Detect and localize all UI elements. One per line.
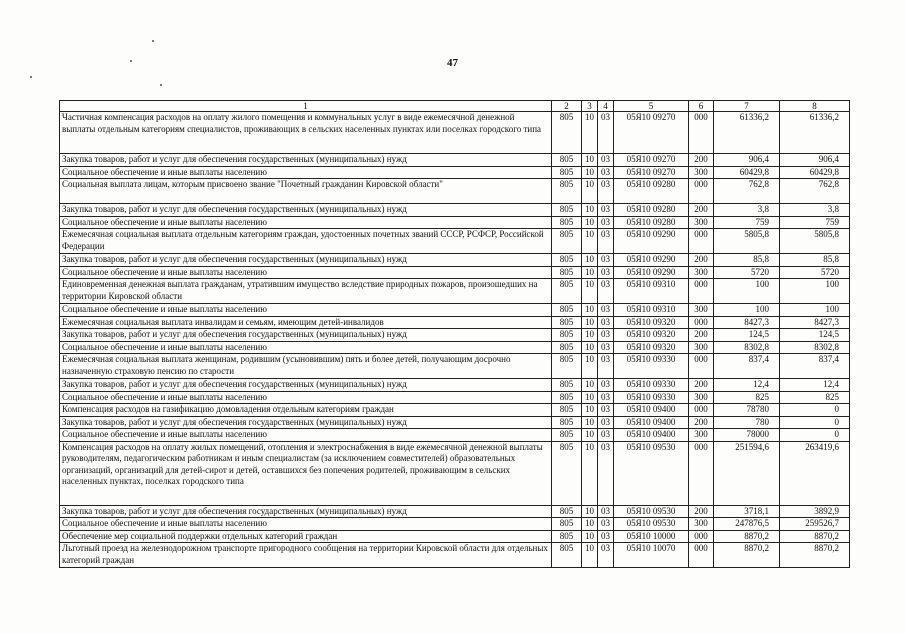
row-col5-cell: 05Я10 09290	[614, 266, 689, 279]
table-row	[60, 304, 850, 317]
row-col3-cell: 10	[582, 354, 598, 379]
row-col7-cell: 8427,3	[714, 316, 780, 329]
table-row	[60, 279, 850, 304]
row-col7-cell: 78000	[714, 429, 780, 442]
header-cell: 4	[598, 101, 614, 112]
row-col8-cell: 8302,8	[780, 341, 850, 354]
row-col7-cell: 906,4	[714, 154, 780, 167]
row-col6-cell: 000	[689, 441, 714, 505]
row-col2-cell: 805	[552, 266, 582, 279]
row-col7-cell: 78780	[714, 404, 780, 417]
table-row	[60, 254, 850, 267]
row-col2-cell: 805	[552, 416, 582, 429]
row-col7-cell: 100	[714, 304, 780, 317]
row-name-cell: Социальное обеспечение и иные выплаты населению	[60, 304, 552, 317]
row-col5-cell: 05Я10 09530	[614, 441, 689, 505]
row-col5-cell: 05Я10 10070	[614, 543, 689, 568]
row-col5-cell: 05Я10 09330	[614, 391, 689, 404]
row-col8-cell: 906,4	[780, 154, 850, 167]
row-col6-cell: 000	[689, 229, 714, 254]
row-col4-cell: 03	[598, 505, 614, 518]
table-row	[60, 404, 850, 417]
row-col8-cell: 3892,9	[780, 505, 850, 518]
row-col6-cell: 000	[689, 543, 714, 568]
row-col3-cell: 10	[582, 416, 598, 429]
row-col8-cell: 837,4	[780, 354, 850, 379]
row-col4-cell: 03	[598, 304, 614, 317]
header-cell: 7	[714, 101, 780, 112]
row-col4-cell: 03	[598, 166, 614, 179]
row-name-cell: Обеспечение мер социальной поддержки отдельных категорий граждан	[60, 530, 552, 543]
table-row	[60, 505, 850, 518]
row-name-cell: Социальное обеспечение и иные выплаты населению	[60, 391, 552, 404]
row-col3-cell: 10	[582, 329, 598, 342]
scan-speck	[30, 76, 32, 78]
row-name-cell: Единовременная денежная выплата гражданам, утратившим имущество вследствие природных пожаров, произошедших на территории Кировской области	[60, 279, 552, 304]
scan-speck	[152, 40, 154, 42]
row-col3-cell: 10	[582, 216, 598, 229]
row-col2-cell: 805	[552, 354, 582, 379]
row-col4-cell: 03	[598, 391, 614, 404]
row-col2-cell: 805	[552, 391, 582, 404]
scan-speck	[130, 60, 132, 62]
row-col5-cell: 05Я10 10000	[614, 530, 689, 543]
row-col7-cell: 5805,8	[714, 229, 780, 254]
row-col8-cell: 759	[780, 216, 850, 229]
table-row	[60, 518, 850, 531]
table-row	[60, 154, 850, 167]
row-col3-cell: 10	[582, 254, 598, 267]
row-col8-cell: 5720	[780, 266, 850, 279]
row-col4-cell: 03	[598, 266, 614, 279]
row-col8-cell: 0	[780, 416, 850, 429]
row-col4-cell: 03	[598, 229, 614, 254]
table-row	[60, 416, 850, 429]
table-row	[60, 229, 850, 254]
row-col6-cell: 300	[689, 391, 714, 404]
table-row	[60, 329, 850, 342]
row-col5-cell: 05Я10 09290	[614, 254, 689, 267]
row-name-cell: Компенсация расходов на оплату жилых помещений, отопления и электроснабжения в виде ежемесячной денежной выплаты руководителям, педагогическим работникам и иным специалистам (за исключением совместителей) образовательных организаций, организаций для детей-сирот и детей, оставшихся без попечения родителей, проживающим в сельских населенных пунктах, поселках городского типа	[60, 441, 552, 505]
row-col4-cell: 03	[598, 254, 614, 267]
row-col6-cell: 300	[689, 216, 714, 229]
header-row	[60, 101, 850, 112]
scan-speck	[160, 84, 162, 86]
row-name-cell: Закупка товаров, работ и услуг для обеспечения государственных (муниципальных) нужд	[60, 154, 552, 167]
row-name-cell: Ежемесячная социальная выплата отдельным категориям граждан, удостоенных почетных званий СССР, РСФСР, Российской Федерации	[60, 229, 552, 254]
row-col5-cell: 05Я10 09270	[614, 154, 689, 167]
row-col8-cell: 259526,7	[780, 518, 850, 531]
row-col2-cell: 805	[552, 179, 582, 204]
row-col5-cell: 05Я10 09310	[614, 279, 689, 304]
table-row	[60, 379, 850, 392]
row-name-cell: Социальное обеспечение и иные выплаты населению	[60, 166, 552, 179]
row-col2-cell: 805	[552, 341, 582, 354]
row-col4-cell: 03	[598, 279, 614, 304]
row-col4-cell: 03	[598, 441, 614, 505]
page-number: 47	[447, 57, 458, 69]
table-row	[60, 112, 850, 154]
row-col3-cell: 10	[582, 441, 598, 505]
row-col6-cell: 000	[689, 316, 714, 329]
row-col2-cell: 805	[552, 166, 582, 179]
row-col8-cell: 8870,2	[780, 530, 850, 543]
row-col5-cell: 05Я10 09530	[614, 518, 689, 531]
row-col7-cell: 8302,8	[714, 341, 780, 354]
row-col8-cell: 0	[780, 404, 850, 417]
row-col2-cell: 805	[552, 505, 582, 518]
row-col7-cell: 12,4	[714, 379, 780, 392]
row-col5-cell: 05Я10 09400	[614, 429, 689, 442]
row-col7-cell: 3,8	[714, 204, 780, 217]
row-col8-cell: 61336,2	[780, 112, 850, 154]
row-name-cell: Закупка товаров, работ и услуг для обеспечения государственных (муниципальных) нужд	[60, 329, 552, 342]
row-col5-cell: 05Я10 09310	[614, 304, 689, 317]
row-col6-cell: 300	[689, 518, 714, 531]
row-col3-cell: 10	[582, 304, 598, 317]
row-name-cell: Ежемесячная социальная выплата инвалидам и семьям, имеющим детей-инвалидов	[60, 316, 552, 329]
row-col8-cell: 60429,8	[780, 166, 850, 179]
row-col4-cell: 03	[598, 341, 614, 354]
row-col5-cell: 05Я10 09320	[614, 329, 689, 342]
header-cell: 8	[780, 101, 850, 112]
table-row	[60, 354, 850, 379]
header-cell: 2	[552, 101, 582, 112]
row-col2-cell: 805	[552, 316, 582, 329]
row-col6-cell: 200	[689, 416, 714, 429]
row-col4-cell: 03	[598, 154, 614, 167]
row-col4-cell: 03	[598, 204, 614, 217]
row-col6-cell: 000	[689, 112, 714, 154]
budget-table	[59, 100, 850, 568]
row-col8-cell: 124,5	[780, 329, 850, 342]
row-col2-cell: 805	[552, 304, 582, 317]
row-name-cell: Закупка товаров, работ и услуг для обеспечения государственных (муниципальных) нужд	[60, 204, 552, 217]
row-name-cell: Закупка товаров, работ и услуг для обеспечения государственных (муниципальных) нужд	[60, 254, 552, 267]
table-row	[60, 530, 850, 543]
row-col4-cell: 03	[598, 416, 614, 429]
row-col5-cell: 05Я10 09320	[614, 316, 689, 329]
row-col7-cell: 85,8	[714, 254, 780, 267]
row-col8-cell: 8427,3	[780, 316, 850, 329]
row-col7-cell: 762,8	[714, 179, 780, 204]
row-col4-cell: 03	[598, 543, 614, 568]
row-col2-cell: 805	[552, 254, 582, 267]
row-col7-cell: 759	[714, 216, 780, 229]
row-col5-cell: 05Я10 09270	[614, 112, 689, 154]
row-name-cell: Ежемесячная социальная выплата женщинам, родившим (усыновившим) пять и более детей, получающим досрочно назначенную страховую пенсию по старости	[60, 354, 552, 379]
row-col3-cell: 10	[582, 518, 598, 531]
row-col5-cell: 05Я10 09280	[614, 179, 689, 204]
row-col4-cell: 03	[598, 518, 614, 531]
row-col8-cell: 5805,8	[780, 229, 850, 254]
row-name-cell: Социальное обеспечение и иные выплаты населению	[60, 341, 552, 354]
row-col6-cell: 000	[689, 404, 714, 417]
row-col3-cell: 10	[582, 530, 598, 543]
row-col2-cell: 805	[552, 279, 582, 304]
row-col4-cell: 03	[598, 354, 614, 379]
row-col2-cell: 805	[552, 204, 582, 217]
row-col8-cell: 12,4	[780, 379, 850, 392]
row-col7-cell: 825	[714, 391, 780, 404]
table-row	[60, 341, 850, 354]
row-col7-cell: 61336,2	[714, 112, 780, 154]
table-row	[60, 543, 850, 568]
row-col6-cell: 200	[689, 254, 714, 267]
header-cell: 3	[582, 101, 598, 112]
row-col2-cell: 805	[552, 154, 582, 167]
row-col7-cell: 251594,6	[714, 441, 780, 505]
row-col3-cell: 10	[582, 112, 598, 154]
row-col5-cell: 05Я10 09530	[614, 505, 689, 518]
row-col4-cell: 03	[598, 316, 614, 329]
table-row	[60, 166, 850, 179]
row-col3-cell: 10	[582, 266, 598, 279]
row-col2-cell: 805	[552, 518, 582, 531]
row-col3-cell: 10	[582, 379, 598, 392]
row-col8-cell: 85,8	[780, 254, 850, 267]
row-col5-cell: 05Я10 09280	[614, 216, 689, 229]
row-col2-cell: 805	[552, 329, 582, 342]
row-name-cell: Частичная компенсация расходов на оплату жилого помещения и коммунальных услуг в виде ежемесячной денежной выплаты отдельным категориям специалистов, проживающих в сельских населенных пунктах или поселках городского типа	[60, 112, 552, 154]
row-col3-cell: 10	[582, 404, 598, 417]
row-col2-cell: 805	[552, 441, 582, 505]
row-col6-cell: 200	[689, 154, 714, 167]
row-name-cell: Закупка товаров, работ и услуг для обеспечения государственных (муниципальных) нужд	[60, 416, 552, 429]
row-col6-cell: 300	[689, 266, 714, 279]
row-col2-cell: 805	[552, 404, 582, 417]
row-col3-cell: 10	[582, 429, 598, 442]
row-col5-cell: 05Я10 09280	[614, 204, 689, 217]
row-name-cell: Компенсация расходов на газификацию домовладения отдельным категориям граждан	[60, 404, 552, 417]
table-row	[60, 204, 850, 217]
row-col4-cell: 03	[598, 179, 614, 204]
row-name-cell: Льготный проезд на железнодорожном транспорте пригородного сообщения на территории Кировской области для отдельных категорий граждан	[60, 543, 552, 568]
row-col2-cell: 805	[552, 530, 582, 543]
row-col7-cell: 8870,2	[714, 543, 780, 568]
row-col3-cell: 10	[582, 229, 598, 254]
row-col6-cell: 300	[689, 304, 714, 317]
row-name-cell: Социальное обеспечение и иные выплаты населению	[60, 216, 552, 229]
row-col7-cell: 100	[714, 279, 780, 304]
header-cell: 1	[60, 101, 552, 112]
row-col8-cell: 825	[780, 391, 850, 404]
row-col6-cell: 000	[689, 354, 714, 379]
row-col3-cell: 10	[582, 179, 598, 204]
header-cell: 6	[689, 101, 714, 112]
row-col4-cell: 03	[598, 530, 614, 543]
row-col7-cell: 60429,8	[714, 166, 780, 179]
row-col5-cell: 05Я10 09400	[614, 404, 689, 417]
row-col3-cell: 10	[582, 154, 598, 167]
row-col7-cell: 3718,1	[714, 505, 780, 518]
row-col5-cell: 05Я10 09290	[614, 229, 689, 254]
row-col2-cell: 805	[552, 216, 582, 229]
row-col3-cell: 10	[582, 166, 598, 179]
row-col6-cell: 300	[689, 166, 714, 179]
row-col4-cell: 03	[598, 112, 614, 154]
row-col7-cell: 780	[714, 416, 780, 429]
row-col8-cell: 3,8	[780, 204, 850, 217]
header-cell: 5	[614, 101, 689, 112]
row-col5-cell: 05Я10 09330	[614, 354, 689, 379]
row-col2-cell: 805	[552, 379, 582, 392]
row-col4-cell: 03	[598, 329, 614, 342]
row-col6-cell: 200	[689, 379, 714, 392]
row-col3-cell: 10	[582, 505, 598, 518]
row-col5-cell: 05Я10 09270	[614, 166, 689, 179]
row-col8-cell: 263419,6	[780, 441, 850, 505]
row-col3-cell: 10	[582, 543, 598, 568]
row-col4-cell: 03	[598, 216, 614, 229]
row-col5-cell: 05Я10 09330	[614, 379, 689, 392]
row-col6-cell: 300	[689, 341, 714, 354]
row-name-cell: Закупка товаров, работ и услуг для обеспечения государственных (муниципальных) нужд	[60, 505, 552, 518]
table-row	[60, 266, 850, 279]
row-col6-cell: 000	[689, 279, 714, 304]
row-col5-cell: 05Я10 09400	[614, 416, 689, 429]
table-row	[60, 316, 850, 329]
row-col3-cell: 10	[582, 391, 598, 404]
row-col7-cell: 124,5	[714, 329, 780, 342]
row-col2-cell: 805	[552, 229, 582, 254]
row-col6-cell: 200	[689, 329, 714, 342]
row-col4-cell: 03	[598, 379, 614, 392]
row-col3-cell: 10	[582, 316, 598, 329]
row-col3-cell: 10	[582, 279, 598, 304]
row-col4-cell: 03	[598, 429, 614, 442]
row-col4-cell: 03	[598, 404, 614, 417]
row-name-cell: Закупка товаров, работ и услуг для обеспечения государственных (муниципальных) нужд	[60, 379, 552, 392]
table-row	[60, 441, 850, 505]
row-col8-cell: 100	[780, 279, 850, 304]
row-col6-cell: 000	[689, 179, 714, 204]
table-row	[60, 429, 850, 442]
row-name-cell: Социальное обеспечение и иные выплаты населению	[60, 429, 552, 442]
row-col8-cell: 8870,2	[780, 543, 850, 568]
row-col6-cell: 200	[689, 204, 714, 217]
row-col8-cell: 100	[780, 304, 850, 317]
row-name-cell: Социальная выплата лицам, которым присвоено звание "Почетный гражданин Кировской области"	[60, 179, 552, 204]
row-col5-cell: 05Я10 09320	[614, 341, 689, 354]
row-col3-cell: 10	[582, 204, 598, 217]
row-col2-cell: 805	[552, 112, 582, 154]
table-row	[60, 179, 850, 204]
row-name-cell: Социальное обеспечение и иные выплаты населению	[60, 518, 552, 531]
row-col8-cell: 0	[780, 429, 850, 442]
row-col2-cell: 805	[552, 543, 582, 568]
row-col2-cell: 805	[552, 429, 582, 442]
row-col7-cell: 837,4	[714, 354, 780, 379]
row-col7-cell: 8870,2	[714, 530, 780, 543]
row-col6-cell: 200	[689, 505, 714, 518]
row-col7-cell: 247876,5	[714, 518, 780, 531]
row-col3-cell: 10	[582, 341, 598, 354]
table-row	[60, 391, 850, 404]
table-row	[60, 216, 850, 229]
row-col6-cell: 000	[689, 530, 714, 543]
row-name-cell: Социальное обеспечение и иные выплаты населению	[60, 266, 552, 279]
row-col6-cell: 300	[689, 429, 714, 442]
row-col7-cell: 5720	[714, 266, 780, 279]
row-col8-cell: 762,8	[780, 179, 850, 204]
